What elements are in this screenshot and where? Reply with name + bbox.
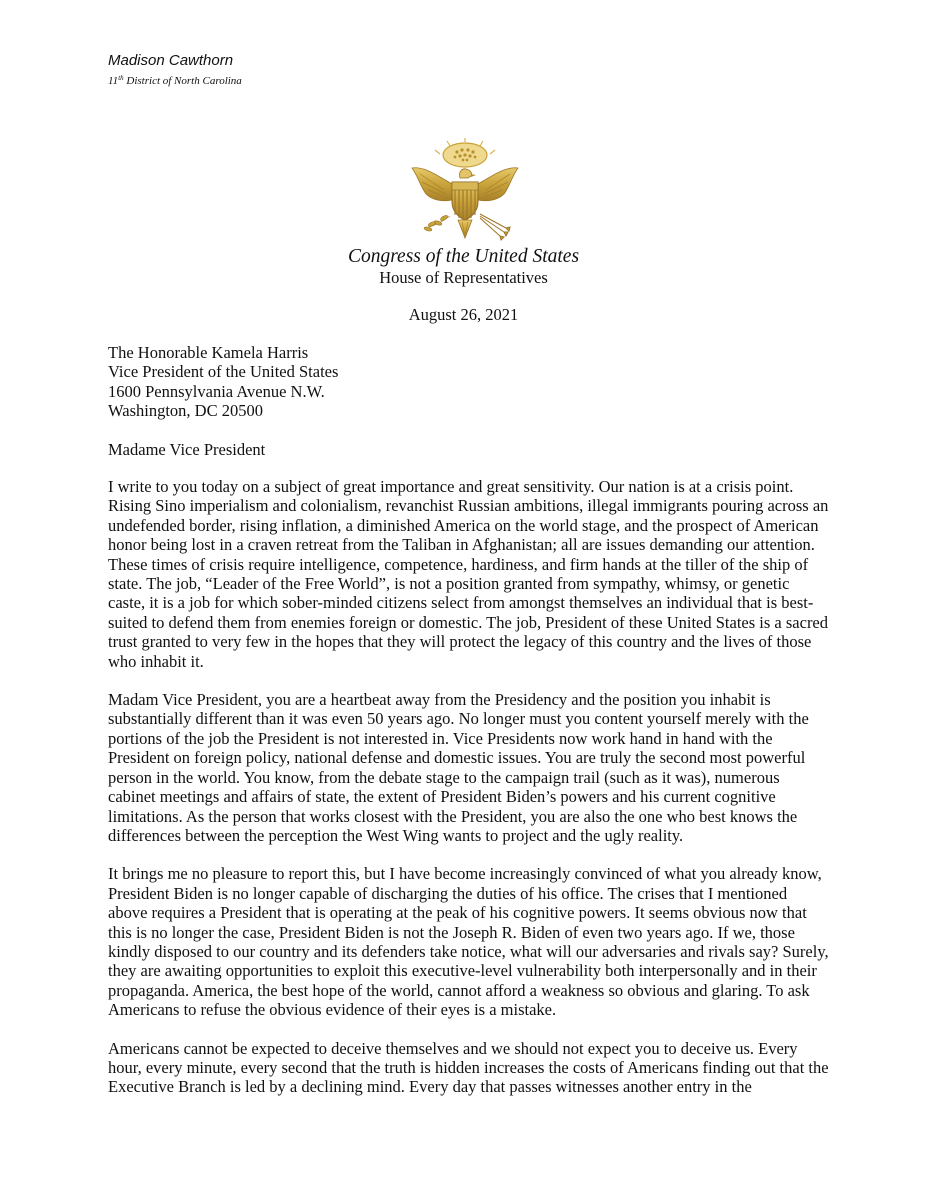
address-line: The Honorable Kamela Harris (108, 343, 309, 362)
sender-name: Madison Cawthorn (108, 52, 234, 69)
body-paragraph: I write to you today on a subject of great importance and great sensitivity. Our nation is at a crisis point. Rising Sino imperialism and colonialism, revanchist Russian ambitions, illegal immigrants pouring across an undefended border, rising inflation, a diminished America on the world stage, and the prospect of American honor being lost in a craven retreat from the Taliban in Afghanistan; all are issues demanding our attention. These times of crisis require intelligence, competence, hardiness, and firm hands at the tiller of the ship of state. The job, “Leader of the Free World”, is not a position granted from sympathy, whimsy, or genetic caste, it is a job for which sober-minded citizens select from amongst themselves an individual that is best-suited to defend them from enemies foreign or domestic. The job, President of these United States is a sacred trust granted to very few in the hopes that they will protect the legacy of this country and the lives of those who inhabit it. (108, 477, 829, 671)
letter-date: August 26, 2021 (408, 305, 519, 324)
letter-body (108, 477, 830, 1116)
body-paragraph: It brings me no pleasure to report this, but I have become increasingly convinced of what you already know, President Biden is no longer capable of discharging the duties of his office. The crises that I mentioned above requires a President that is operating at the peak of his cognitive powers. It seems obvious now that this is no longer the case, President Biden is not the Joseph R. Biden of even two years ago. If we, those kindly disposed to our country and its defenders take notice, what will our adversaries and rivals say? Surely, they are awaiting opportunities to exploit this executive-level vulnerability both interpersonally and in their propaganda. America, the best hope of the world, cannot afford a weakness so obvious and glaring. To ask Americans to refuse the obvious evidence of their eyes is a mistake. (108, 864, 829, 1020)
salutation: Madame Vice President (108, 440, 266, 459)
letterhead-title: Congress of the United States (347, 246, 580, 267)
great-seal-eagle-icon (400, 138, 530, 246)
address-line: Washington, DC 20500 (108, 401, 263, 421)
district-rest: District of North Carolina (123, 75, 242, 87)
address-line: Vice President of the United States (108, 362, 339, 382)
recipient-address (108, 343, 808, 421)
letterhead-subtitle: House of Representatives (379, 268, 548, 287)
body-paragraph: Madam Vice President, you are a heartbeat away from the Presidency and the position you inhabit is substantially different than it was even 50 years ago. No longer must you content yourself merely with the portions of the job the President is not interested in. Vice Presidents now work hand in hand with the President on foreign policy, national defense and domestic issues. You are truly the second most powerful person in the world. You know, from the debate stage to the campaign trail (such as it was), numerous cabinet meetings and affairs of state, the extent of President Biden’s powers and his current cognitive limitations. As the person that works closest with the President, you are also the one who best knows the differences between the perception the West Wing wants to project and the ugly reality. (108, 690, 809, 845)
district-ordinal: 11 (108, 75, 119, 87)
address-line: 1600 Pennsylvania Avenue N.W. (108, 381, 325, 401)
district-suffix: th (118, 74, 124, 82)
body-paragraph: Americans cannot be expected to deceive themselves and we should not expect you to deceive us. Every hour, every minute, every second that the truth is hidden increases the costs of Americans finding out that the Executive Branch is led by a declining mind. Every day that passes witnesses another entry in the (108, 1038, 829, 1097)
sender-district (108, 72, 242, 88)
sender-block (108, 52, 242, 88)
